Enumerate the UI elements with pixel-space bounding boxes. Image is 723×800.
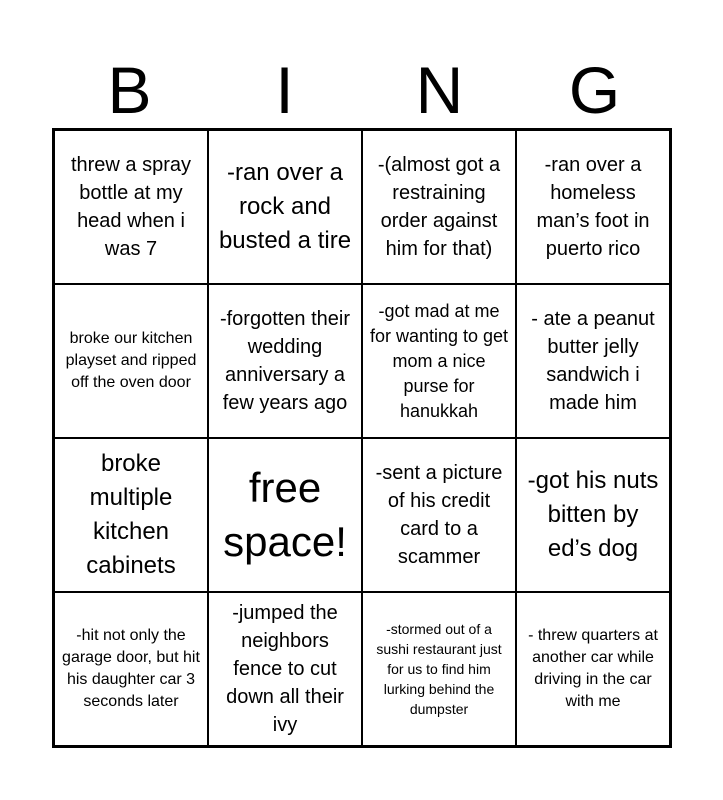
bingo-cell[interactable]: - ate a peanut butter jelly sandwich i made him <box>516 284 670 438</box>
header-letter-i: I <box>275 53 294 127</box>
bingo-cell[interactable]: -forgotten their wedding anniversary a few years ago <box>208 284 362 438</box>
bingo-cell[interactable]: -(almost got a restraining order against him for that) <box>362 130 516 284</box>
bingo-cell[interactable]: -ran over a rock and busted a tire <box>208 130 362 284</box>
bingo-cell[interactable]: -sent a picture of his credit card to a scammer <box>362 438 516 592</box>
bingo-cell[interactable]: - threw quarters at another car while driving in the car with me <box>516 592 670 746</box>
bingo-card-grid <box>52 128 672 748</box>
bingo-cell[interactable]: -hit not only the garage door, but hit his daughter car 3 seconds later <box>54 592 208 746</box>
bingo-cell[interactable]: -jumped the neighbors fence to cut down all their ivy <box>208 592 362 746</box>
bingo-cell[interactable]: threw a spray bottle at my head when i was 7 <box>54 130 208 284</box>
bingo-cell[interactable]: broke multiple kitchen cabinets <box>54 438 208 592</box>
bingo-cell[interactable]: -ran over a homeless man’s foot in puerto rico <box>516 130 670 284</box>
header-letter-g: G <box>568 53 621 127</box>
bingo-cell[interactable]: broke our kitchen playset and ripped off the oven door <box>54 284 208 438</box>
bingo-cell[interactable]: -stormed out of a sushi restaurant just for us to find him lurking behind the dumpster <box>362 592 516 746</box>
header-letter-n: N <box>415 53 464 127</box>
bingo-header <box>52 52 672 128</box>
bingo-cell[interactable]: -got his nuts bitten by ed’s dog <box>516 438 670 592</box>
header-letter-b: B <box>107 53 152 127</box>
free-space-cell[interactable]: free space! <box>208 438 362 592</box>
bingo-cell[interactable]: -got mad at me for wanting to get mom a nice purse for hanukkah <box>362 284 516 438</box>
